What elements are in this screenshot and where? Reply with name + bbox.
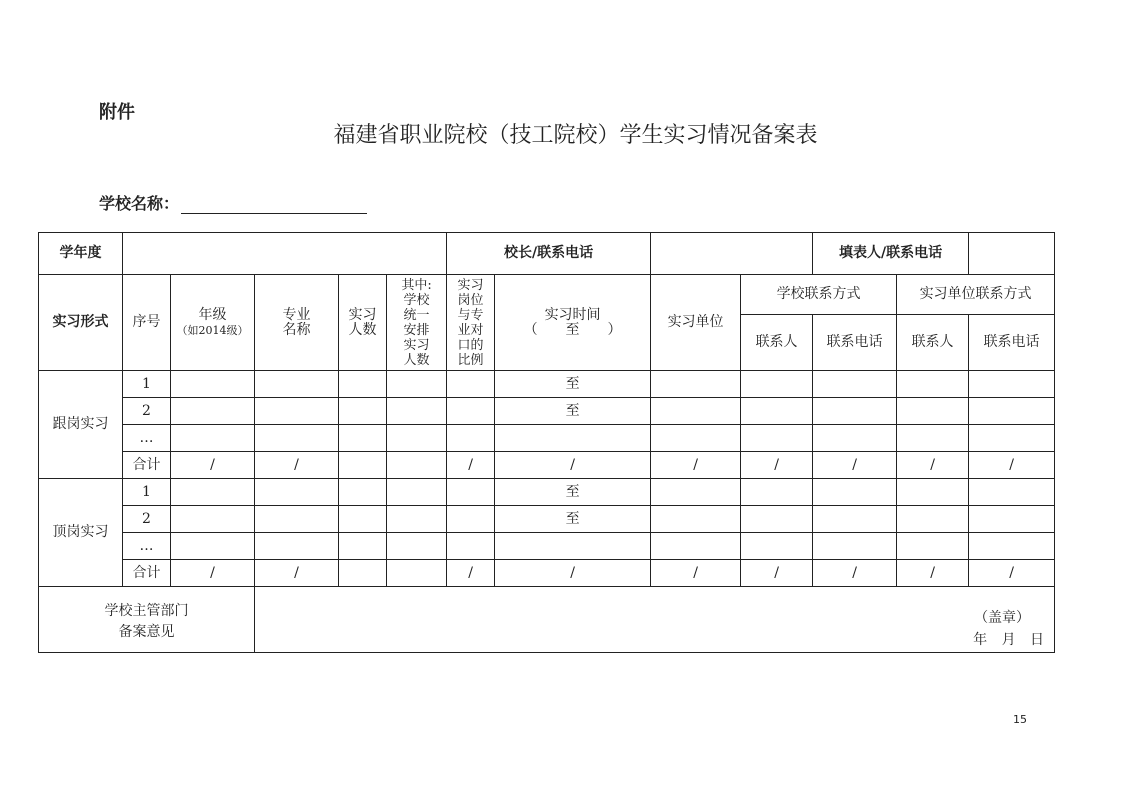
cell [255,533,339,560]
cell [387,452,447,479]
filler-contact-value [969,233,1055,275]
seq-cell: 2 [123,506,171,533]
time-cell: 至 [495,506,651,533]
slash-cell: / [897,560,969,587]
seq-cell: 合计 [123,560,171,587]
slash-cell: / [651,560,741,587]
cell [741,398,813,425]
cell [897,479,969,506]
cell [171,506,255,533]
cell [339,479,387,506]
remark-label [39,587,255,653]
arranged-line: 学校 [403,292,430,308]
seq-cell: 合计 [123,452,171,479]
cell [171,533,255,560]
col-seq: 序号 [123,275,171,371]
ratio-line: 口的 [457,337,484,353]
page-title: 福建省职业院校（技工院校）学生实习情况备案表 [333,123,818,148]
time-sub: （ 至 ） [523,321,622,338]
cell [447,371,495,398]
table-row [39,506,1055,533]
cell [741,533,813,560]
cell [387,533,447,560]
cell [387,425,447,452]
cell [813,371,897,398]
count-line-2: 人数 [348,321,377,338]
cell [897,533,969,560]
slash-cell: / [969,560,1055,587]
cell [969,506,1055,533]
cell [741,479,813,506]
table-row [39,479,1055,506]
col-school-contact-person: 联系人 [741,315,813,371]
cell [447,479,495,506]
cell [171,398,255,425]
school-name-blank [181,195,367,214]
slash-cell: / [813,452,897,479]
cell [897,371,969,398]
stamp-label: （盖章） [974,610,1031,626]
cell [741,506,813,533]
cell [741,425,813,452]
cell [897,398,969,425]
slash-cell: / [741,560,813,587]
cell [387,371,447,398]
cell [813,506,897,533]
ratio-line: 与专 [457,307,484,323]
table-row [39,425,1055,452]
arranged-line: 其中: [401,277,432,293]
attachment-label: 附件 [99,102,135,123]
cell [813,533,897,560]
major-line-1: 专业 [282,306,311,323]
ratio-line: 实习 [457,277,484,293]
cell [255,398,339,425]
remark-value [255,587,1055,653]
cell [495,425,651,452]
table-row [39,533,1055,560]
arranged-line: 安排 [403,322,430,338]
cell [387,560,447,587]
cell [447,533,495,560]
slash-cell: / [447,560,495,587]
col-school-contact-phone: 联系电话 [813,315,897,371]
cell [171,371,255,398]
school-name-label: 学校名称： [99,194,180,213]
cell [339,560,387,587]
time-cell: 至 [495,479,651,506]
cell [255,371,339,398]
slash-cell: / [171,452,255,479]
table-row [39,371,1055,398]
cell [339,371,387,398]
ratio-line: 业对 [457,322,484,338]
col-ratio [447,275,495,371]
cell [171,479,255,506]
ratio-line: 比例 [457,352,484,368]
seq-cell: … [123,533,171,560]
col-unit-contact-person: 联系人 [897,315,969,371]
arranged-line: 实习 [403,337,430,353]
school-year-label: 学年度 [39,233,123,275]
cell [969,479,1055,506]
cell [387,479,447,506]
col-major [255,275,339,371]
cell [339,425,387,452]
cell [255,425,339,452]
cell [447,425,495,452]
cell [897,425,969,452]
slash-cell: / [495,452,651,479]
slash-cell: / [255,560,339,587]
cell [447,398,495,425]
cell [813,479,897,506]
cell [969,371,1055,398]
time-label: 实习时间 [544,306,601,323]
remark-label-line-1: 学校主管部门 [104,603,189,619]
cell [255,479,339,506]
slash-cell: / [897,452,969,479]
cell [339,533,387,560]
cell [813,425,897,452]
seq-cell: 2 [123,398,171,425]
cell [387,506,447,533]
col-unit-contact: 实习单位联系方式 [897,275,1055,315]
table-row [39,398,1055,425]
date-label: 年 月 日 [973,632,1045,648]
time-cell: 至 [495,371,651,398]
table-row-colheads-1 [39,275,1055,315]
table-row-header [39,233,1055,275]
principal-contact-value [651,233,813,275]
cell [339,398,387,425]
slash-cell: / [255,452,339,479]
col-unit-contact-phone: 联系电话 [969,315,1055,371]
slash-cell: / [813,560,897,587]
cell [897,506,969,533]
count-line-1: 实习 [348,306,377,323]
section-label: 跟岗实习 [39,371,123,479]
time-cell: 至 [495,398,651,425]
ratio-line: 岗位 [457,292,484,308]
slash-cell: / [495,560,651,587]
col-form: 实习形式 [39,275,123,371]
principal-contact-label: 校长/联系电话 [447,233,651,275]
arranged-line: 统一 [403,307,430,323]
school-name-line [99,191,367,214]
cell [969,533,1055,560]
cell [339,506,387,533]
seq-cell: … [123,425,171,452]
arranged-line: 人数 [403,352,430,368]
cell [969,425,1055,452]
col-time [495,275,651,371]
page-number: 15 [1013,713,1027,726]
slash-cell: / [969,452,1055,479]
cell [969,398,1055,425]
col-school-contact: 学校联系方式 [741,275,897,315]
cell [651,533,741,560]
seq-cell: 1 [123,371,171,398]
cell [447,506,495,533]
school-year-value [123,233,447,275]
slash-cell: / [171,560,255,587]
cell [651,425,741,452]
cell [651,371,741,398]
section-label: 顶岗实习 [39,479,123,587]
table-row-total [39,560,1055,587]
record-table [38,232,1055,653]
cell [171,425,255,452]
filler-contact-label: 填表人/联系电话 [813,233,969,275]
table-row-remarks [39,587,1055,653]
col-arranged [387,275,447,371]
cell [741,371,813,398]
col-count [339,275,387,371]
slash-cell: / [651,452,741,479]
col-grade [171,275,255,371]
cell [813,398,897,425]
grade-note: （如2014级） [176,323,249,337]
col-unit: 实习单位 [651,275,741,371]
cell [255,506,339,533]
major-line-2: 名称 [282,321,311,338]
cell [339,452,387,479]
seq-cell: 1 [123,479,171,506]
cell [651,398,741,425]
cell [651,479,741,506]
cell [651,506,741,533]
slash-cell: / [447,452,495,479]
table-row-total [39,452,1055,479]
cell [495,533,651,560]
slash-cell: / [741,452,813,479]
remark-label-line-2: 备案意见 [118,624,175,640]
cell [387,398,447,425]
grade-label: 年级 [198,306,227,323]
